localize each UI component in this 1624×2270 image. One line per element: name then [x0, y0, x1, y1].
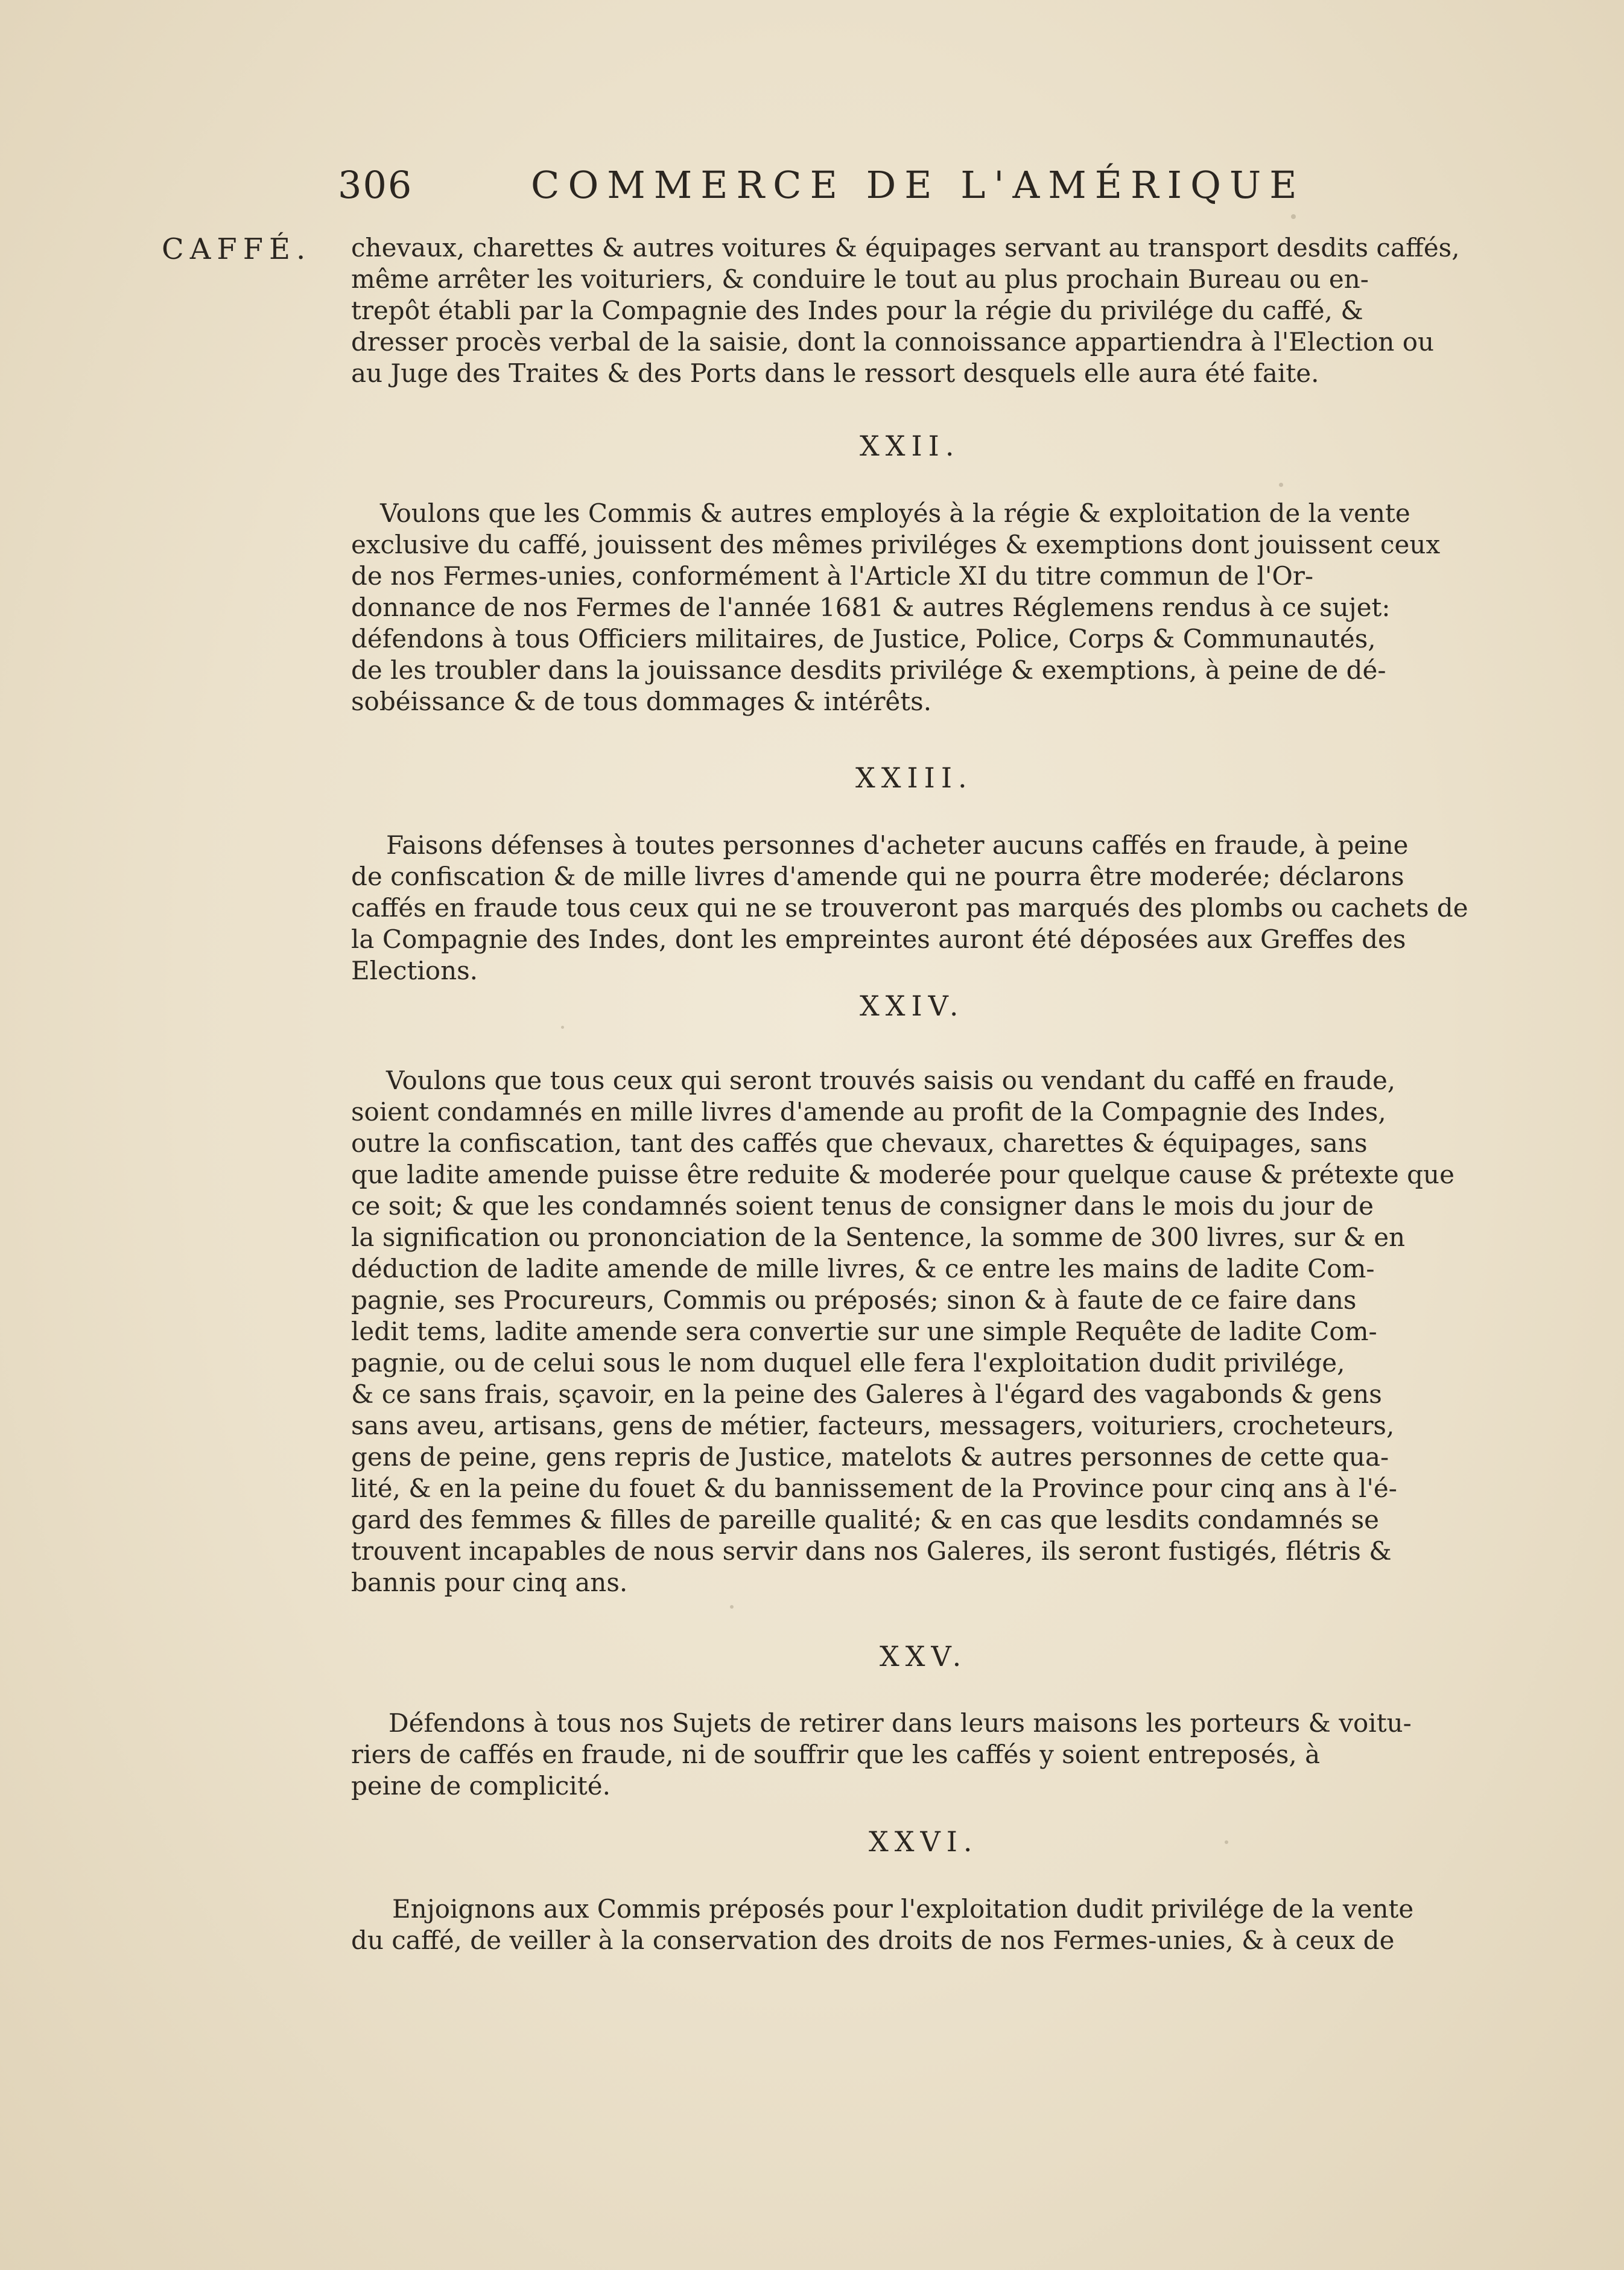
text-line: peine de complicité. [351, 1771, 611, 1801]
text-line: déduction de ladite amende de mille livres, & ce entre les mains de ladite Com- [351, 1254, 1375, 1283]
paper-speck [1225, 1840, 1228, 1844]
text-line: de confiscation & de mille livres d'amende qui ne pourra être moderée; déclarons [351, 862, 1404, 891]
paper-speck [1279, 483, 1283, 487]
text-line: ledit tems, ladite amende sera convertie sur une simple Requête de ladite Com- [351, 1317, 1377, 1346]
text-line: exclusive du caffé, jouissent des mêmes priviléges & exemptions dont jouissent ceux [351, 530, 1441, 559]
paper-speck [1291, 214, 1296, 219]
article-xxiii-paragraph [351, 830, 1505, 987]
text-line: la Compagnie des Indes, dont les empreintes auront été déposées aux Greffes des [351, 924, 1406, 954]
text-line: soient condamnés en mille livres d'amende au profit de la Compagnie des Indes, [351, 1097, 1386, 1127]
text-line: que ladite amende puisse être reduite & moderée pour quelque cause & prétexte que [351, 1160, 1454, 1189]
text-line: & ce sans frais, sçavoir, en la peine des Galeres à l'égard des vagabonds & gens [351, 1379, 1382, 1409]
text-line: même arrêter les voituriers, & conduire le tout au plus prochain Bureau ou en- [351, 264, 1369, 294]
text-line: Défendons à tous nos Sujets de retirer dans leurs maisons les porteurs & voitu- [389, 1708, 1412, 1738]
article-heading-xxiv: XXIV. [860, 990, 965, 1022]
text-line: outre la confiscation, tant des caffés que chevaux, charettes & équipages, sans [351, 1128, 1368, 1158]
text-line: pagnie, ou de celui sous le nom duquel elle fera l'exploitation dudit privilége, [351, 1348, 1345, 1378]
text-line: dresser procès verbal de la saisie, dont la connoissance appartiendra à l'Election ou [351, 327, 1435, 357]
article-xxvi-paragraph [351, 1893, 1505, 1956]
text-line: gard des femmes & filles de pareille qualité; & en cas que lesdits condamnés se [351, 1505, 1379, 1534]
text-line: au Juge des Traites & des Ports dans le ressort desquels elle aura été faite. [351, 358, 1319, 388]
page-number: 306 [338, 163, 413, 207]
text-line: trepôt établi par la Compagnie des Indes pour la régie du privilége du caffé, & [351, 296, 1363, 325]
text-line: pagnie, ses Procureurs, Commis ou préposés; sinon & à faute de ce faire dans [351, 1285, 1357, 1315]
text-line: lité, & en la peine du fouet & du bannissement de la Province pour cinq ans à l'é- [351, 1474, 1397, 1503]
text-line: gens de peine, gens repris de Justice, matelots & autres personnes de cette qua- [351, 1442, 1389, 1472]
article-heading-xxii: XXII. [860, 430, 960, 462]
text-line: Voulons que les Commis & autres employés à la régie & exploitation de la vente [380, 498, 1410, 528]
text-line: ce soit; & que les condamnés soient tenus de consigner dans le mois du jour de [351, 1191, 1374, 1221]
continuation-paragraph [351, 232, 1505, 389]
text-line: sans aveu, artisans, gens de métier, facteurs, messagers, voituriers, crocheteurs, [351, 1411, 1395, 1440]
paper-speck [730, 1605, 734, 1609]
article-heading-xxiii: XXIII. [855, 761, 973, 794]
article-xxii-paragraph [351, 498, 1505, 717]
running-head: COMMERCE DE L'AMÉRIQUE [531, 163, 1305, 207]
text-line: caffés en fraude tous ceux qui ne se trouveront pas marqués des plombs ou cachets de [351, 893, 1468, 923]
text-line: Faisons défenses à toutes personnes d'acheter aucuns caffés en fraude, à peine [386, 830, 1409, 860]
text-line: trouvent incapables de nous servir dans nos Galeres, ils seront fustigés, flétris & [351, 1536, 1392, 1566]
text-line: du caffé, de veiller à la conservation des droits de nos Fermes-unies, & à ceux de [351, 1925, 1395, 1955]
paper-speck [561, 1026, 564, 1029]
text-line: de les troubler dans la jouissance desdits privilége & exemptions, à peine de dé- [351, 655, 1386, 685]
text-line: défendons à tous Officiers militaires, de Justice, Police, Corps & Communautés, [351, 624, 1376, 653]
text-line: Elections. [351, 956, 478, 985]
margin-note: CAFFÉ. [162, 232, 312, 266]
text-line: sobéissance & de tous dommages & intérêts. [351, 687, 932, 716]
article-heading-xxv: XXV. [880, 1640, 968, 1673]
text-line: chevaux, charettes & autres voitures & équipages servant au transport desdits caffés, [351, 233, 1460, 262]
article-xxiv-paragraph [351, 1065, 1505, 1598]
text-line: de nos Fermes-unies, conformément à l'Article XI du titre commun de l'Or- [351, 561, 1314, 591]
text-line: donnance de nos Fermes de l'année 1681 & autres Réglemens rendus à ce sujet: [351, 593, 1391, 622]
article-xxv-paragraph [351, 1708, 1505, 1802]
text-line: riers de caffés en fraude, ni de souffrir que les caffés y soient entreposés, à [351, 1740, 1321, 1769]
text-line: la signification ou prononciation de la Sentence, la somme de 300 livres, sur & en [351, 1222, 1406, 1252]
text-line: bannis pour cinq ans. [351, 1568, 628, 1597]
text-line: Enjoignons aux Commis préposés pour l'exploitation dudit privilége de la vente [392, 1894, 1414, 1924]
text-line: Voulons que tous ceux qui seront trouvés saisis ou vendant du caffé en fraude, [386, 1066, 1396, 1095]
article-heading-xxvi: XXVI. [869, 1825, 979, 1858]
